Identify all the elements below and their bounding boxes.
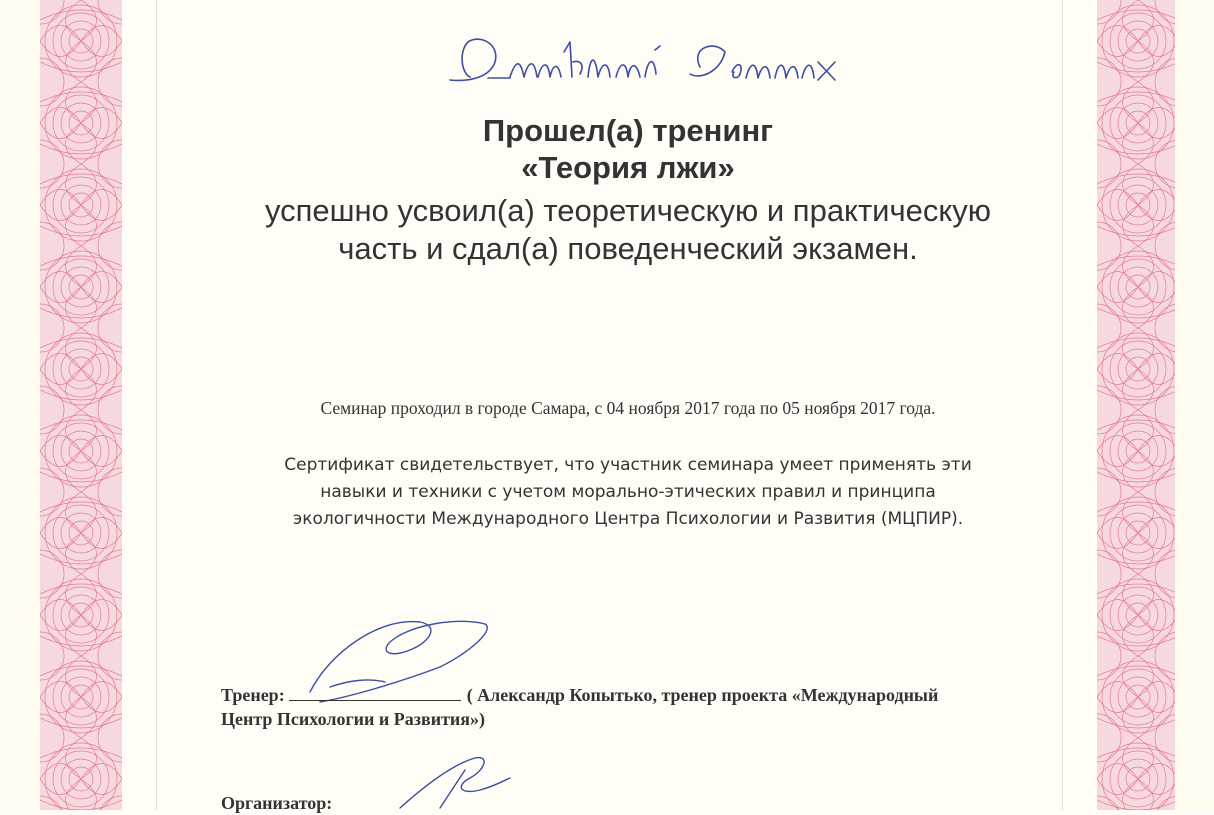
subtitle-line-1: успешно усвоил(а) теоретическую и практическую	[264, 193, 992, 228]
certificate-statement-line-3: экологичности Международного Центра Психологии и Развития (МЦПИР).	[292, 509, 964, 529]
subtitle-line-2: часть и сдал(а) поведенческий экзамен.	[338, 231, 918, 266]
trainer-label: Тренер:	[221, 685, 285, 705]
paper-edge-left	[0, 0, 40, 810]
training-title: «Теория лжи»	[521, 150, 735, 185]
trainer-block	[221, 683, 1021, 731]
paper-edge-right	[1175, 0, 1214, 810]
guilloche-border-right	[1097, 0, 1175, 810]
organizer-label: Организатор:	[221, 793, 333, 813]
certificate-statement-line-2: навыки и техники с учетом морально-этических правил и принципа	[320, 482, 936, 502]
organizer-signature	[380, 750, 530, 810]
heading-line-1: Прошел(а) тренинг	[482, 113, 774, 148]
trainer-signature-line	[289, 686, 461, 701]
guilloche-border-left	[40, 0, 122, 810]
seminar-info: Семинар проходил в городе Самара, с 04 ноября 2017 года по 05 ноября 2017 года.	[320, 398, 936, 418]
trainer-details-line-1: ( Александр Копытько, тренер проекта «Международный	[466, 685, 939, 705]
handwritten-participant-name	[440, 22, 860, 102]
inner-frame-line-left	[156, 0, 157, 810]
trainer-details-line-2: Центр Психологии и Развития»)	[221, 709, 486, 729]
certificate-statement-line-1: Сертификат свидетельствует, что участник семинара умеет применять эти	[284, 455, 972, 475]
